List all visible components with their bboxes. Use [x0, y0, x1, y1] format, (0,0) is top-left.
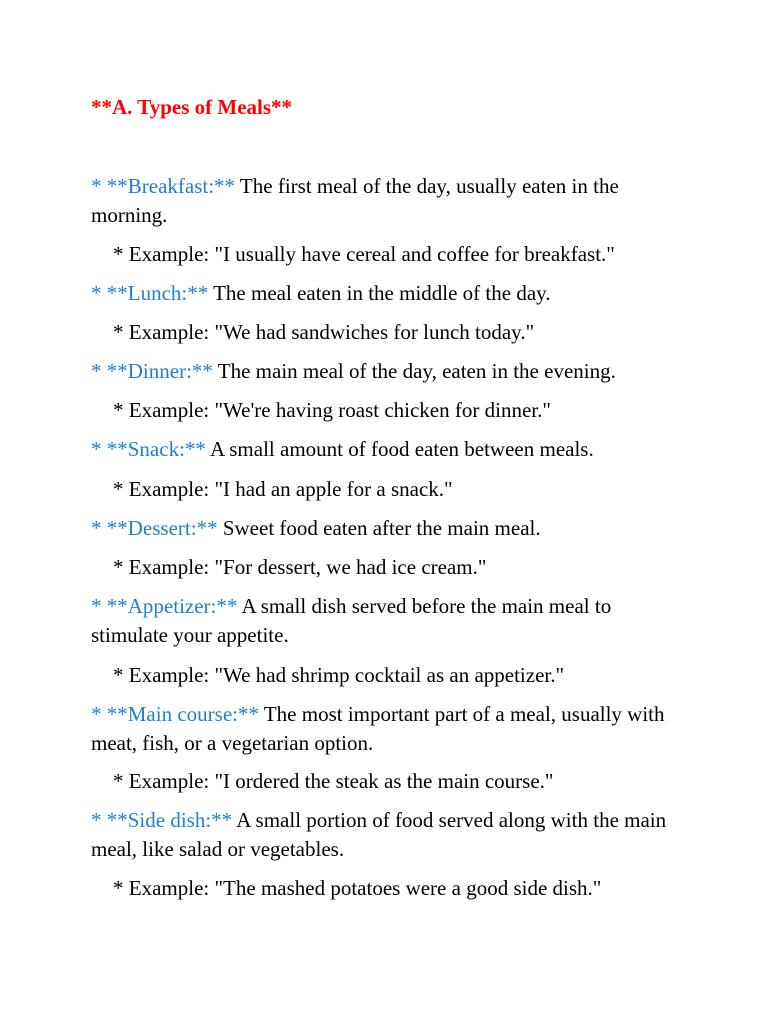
example-line: * Example: "I usually have cereal and coffee for breakfast.": [113, 242, 615, 266]
definition-entry: [91, 357, 691, 386]
definition-entry: [91, 592, 691, 649]
term-label: * **Dessert:**: [91, 516, 218, 540]
definition-text: A small portion of food served along with the main meal, like salad or vegetables.: [91, 808, 667, 861]
definition-text: The main meal of the day, eaten in the evening.: [217, 359, 616, 383]
definition-text: The first meal of the day, usually eaten in the morning.: [91, 174, 619, 227]
definition-text: A small amount of food eaten between meals.: [210, 437, 594, 461]
term-label: * **Snack:**: [91, 437, 206, 461]
definition-entry: [91, 435, 691, 464]
example-line: * Example: "I had an apple for a snack.": [113, 477, 453, 501]
term-label: * **Lunch:**: [91, 281, 209, 305]
term-label: * **Dinner:**: [91, 359, 213, 383]
definition-text: The meal eaten in the middle of the day.: [213, 281, 551, 305]
example-line: * Example: "We had sandwiches for lunch today.": [113, 320, 535, 344]
example-line: * Example: "For dessert, we had ice cream.": [113, 555, 487, 579]
definition-text: A small dish served before the main meal to stimulate your appetite.: [91, 594, 612, 647]
definition-text: Sweet food eaten after the main meal.: [222, 516, 541, 540]
definition-entry: [91, 172, 691, 229]
definition-entry: [91, 700, 691, 757]
definition-text: The most important part of a meal, usually with meat, fish, or a vegetarian option.: [91, 702, 665, 755]
definition-entry: [91, 806, 691, 863]
definition-entry: [91, 514, 691, 543]
term-label: * **Appetizer:**: [91, 594, 238, 618]
example-line: * Example: "The mashed potatoes were a good side dish.": [113, 876, 602, 900]
example-line: * Example: "We're having roast chicken for dinner.": [113, 398, 551, 422]
example-line: * Example: "I ordered the steak as the main course.": [113, 769, 554, 793]
term-label: * **Main course:**: [91, 702, 259, 726]
term-label: * **Side dish:**: [91, 808, 233, 832]
term-label: * **Breakfast:**: [91, 174, 236, 198]
section-heading: **A. Types of Meals**: [91, 95, 293, 119]
definition-entry: [91, 279, 691, 308]
example-line: * Example: "We had shrimp cocktail as an appetizer.": [113, 663, 565, 687]
